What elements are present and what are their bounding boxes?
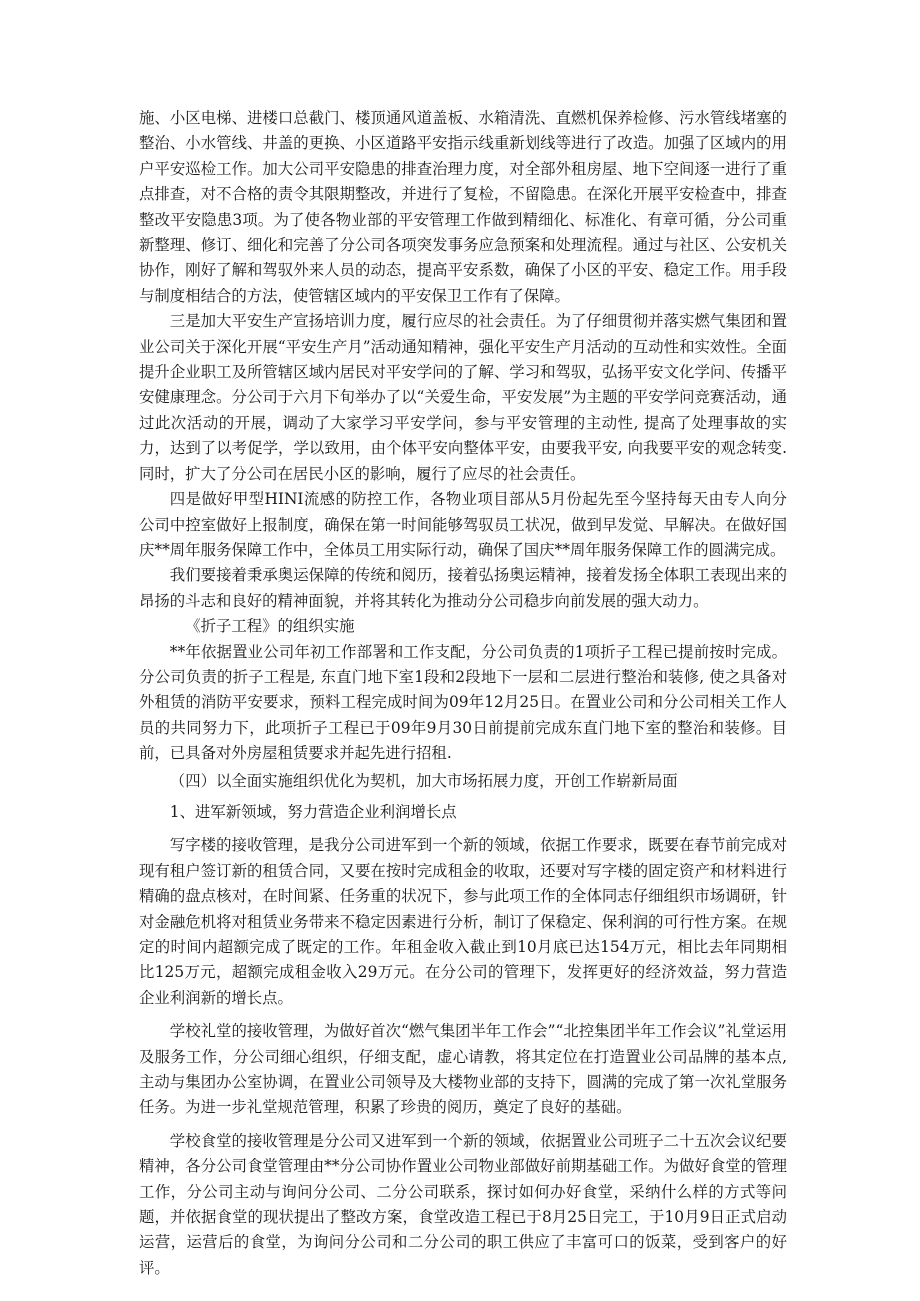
section-heading-organization-optimization: （四）以全面实施组织优化为契机，加大市场拓展力度，开创工作崭新局面 xyxy=(169,771,678,790)
document-page xyxy=(139,106,787,1281)
paragraph-office-building: 写字楼的接收管理，是我分公司进军到一个新的领域，依据工作要求，既要在春节前完成对现有租户签订新的租赁合同，又要在按时完成租金的收取，还要对写字楼的固定资产和材料进行精确的盘点核对，在时间紧、任务重的状况下，参与此项工作的全体同志仔细组织市场调研，针对金融危机将对租赁业务带来不稳定因素进行分析，制订了保稳定、保利润的可行性方案。在规定的时间内超额完成了既定的工作。年租金收入截止到10月底已达154万元，相比去年同期相比125万元，超额完成租金收入29万元。在分公司的管理下，发挥更好的经济效益，努力营造企业利润新的增长点。 xyxy=(139,836,787,1007)
paragraph-safety-renovation: 施、小区电梯、进楼口总截门、楼顶通风道盖板、水箱清洗、直燃机保养检修、污水管线堵塞的整治、小水管线、井盖的更换、小区道路平安指示线重新划线等进行了改造。加强了区域内的用户平安巡检工作。加大公司平安隐患的排查治理力度，对全部外租房屋、地下空间逐一进行了重点排查，对不合格的责令其限期整改，并进行了复检，不留隐患。在深化开展平安检查中，排查整改平安隐患3项。为了使各物业部的平安管理工作做到精细化、标准化、有章可循，分公司重新整理、修订、细化和完善了分公司各项突发事务应急预案和处理流程。通过与社区、公安机关协作，刚好了解和驾驭外来人员的动态，提高平安系数，确保了小区的平安、稳定工作。用手段与制度相结合的方法，使管辖区域内的平安保卫工作有了保障。 xyxy=(139,109,787,305)
paragraph-olympic-spirit: 我们要接着秉承奥运保障的传统和阅历，接着弘扬奥运精神，接着发扬全体职工表现出来的昂扬的斗志和良好的精神面貌，并将其转化为推动分公司稳步向前发展的强大动力。 xyxy=(139,566,787,610)
paragraph-zhezi-project: **年依据置业公司年初工作部署和工作支配，分公司负责的1项折子工程已提前按时完成。分公司负责的折子工程是, 东直门地下室1段和2段地下一层和二层进行整治和装修, 使之具备对外租赁的消防平安要求，预料工程完成时间为09年12月25日。在置业公司和分公司相关工作人员的共同努力下，此项折子工程已于09年9月30日前提前完成东直门地下室的整治和装修。目前，已具备对外房屋租赁要求并起先进行招租. xyxy=(139,642,787,763)
paragraph-safety-training: 三是加大平安生产宣扬培训力度，履行应尽的社会责任。为了仔细贯彻并落实燃气集团和置业公司关于深化开展“平安生产月”活动通知精神，强化平安生产月活动的互动性和实效性。全面提升企业职工及所管辖区域内居民对平安学问的了解、学习和驾驭，弘扬平安文化学问、传播平安健康理念。分公司于六月下旬举办了以“关爱生命，平安发展”为主题的平安学问竞赛活动，通过此次活动的开展，调动了大家学习平安学问，参与平安管理的主动性, 提高了处理事故的实力，达到了以考促学，学以致用，由个体平安向整体平安，由要我平安, 向我要平安的观念转变. 同时，扩大了分公司在居民小区的影响，履行了应尽的社会责任。 xyxy=(139,312,787,483)
section-heading-zhezi-project: 《折子工程》的组织实施 xyxy=(185,617,355,636)
paragraph-school-auditorium: 学校礼堂的接收管理，为做好首次“燃气集团半年工作会”“北控集团半年工作会议”礼堂运用及服务工作，分公司细心组织，仔细支配，虚心请教，将其定位在打造置业公司品牌的基本点, 主动与集团办公室协调，在置业公司领导及大楼物业部的支持下，圆满的完成了第一次礼堂服务任务。为进一步礼堂规范管理，积累了珍贵的阅历，奠定了良好的基础。 xyxy=(139,1022,787,1117)
paragraph-flu-prevention: 四是做好甲型HINI流感的防控工作，各物业项目部从5月份起先至今坚持每天由专人向分公司中控室做好上报制度，确保在第一时间能够驾驭员工状况，做到早发觉、早解决。在做好国庆**周年服务保障工作中，全体员工用实际行动，确保了国庆**周年服务保障工作的圆满完成。 xyxy=(139,490,787,559)
paragraph-school-canteen: 学校食堂的接收管理是分公司又进军到一个新的领域，依据置业公司班子二十五次会议纪要精神，各分公司食堂管理由**分公司协作置业公司物业部做好前期基础工作。为做好食堂的管理工作，分公司主动与询问分公司、二分公司联系，探讨如何办好食堂，采纳什么样的方式等问题，并依据食堂的现状提出了整改方案，食堂改造工程已于8月25日完工，于10月9日正式启动运营，运营后的食堂，为询问分公司和二分公司的职工供应了丰富可口的饭菜，受到客户的好评。 xyxy=(139,1131,787,1277)
sub-heading-new-field: 1、进军新领域，努力营造企业利润增长点 xyxy=(169,802,457,821)
